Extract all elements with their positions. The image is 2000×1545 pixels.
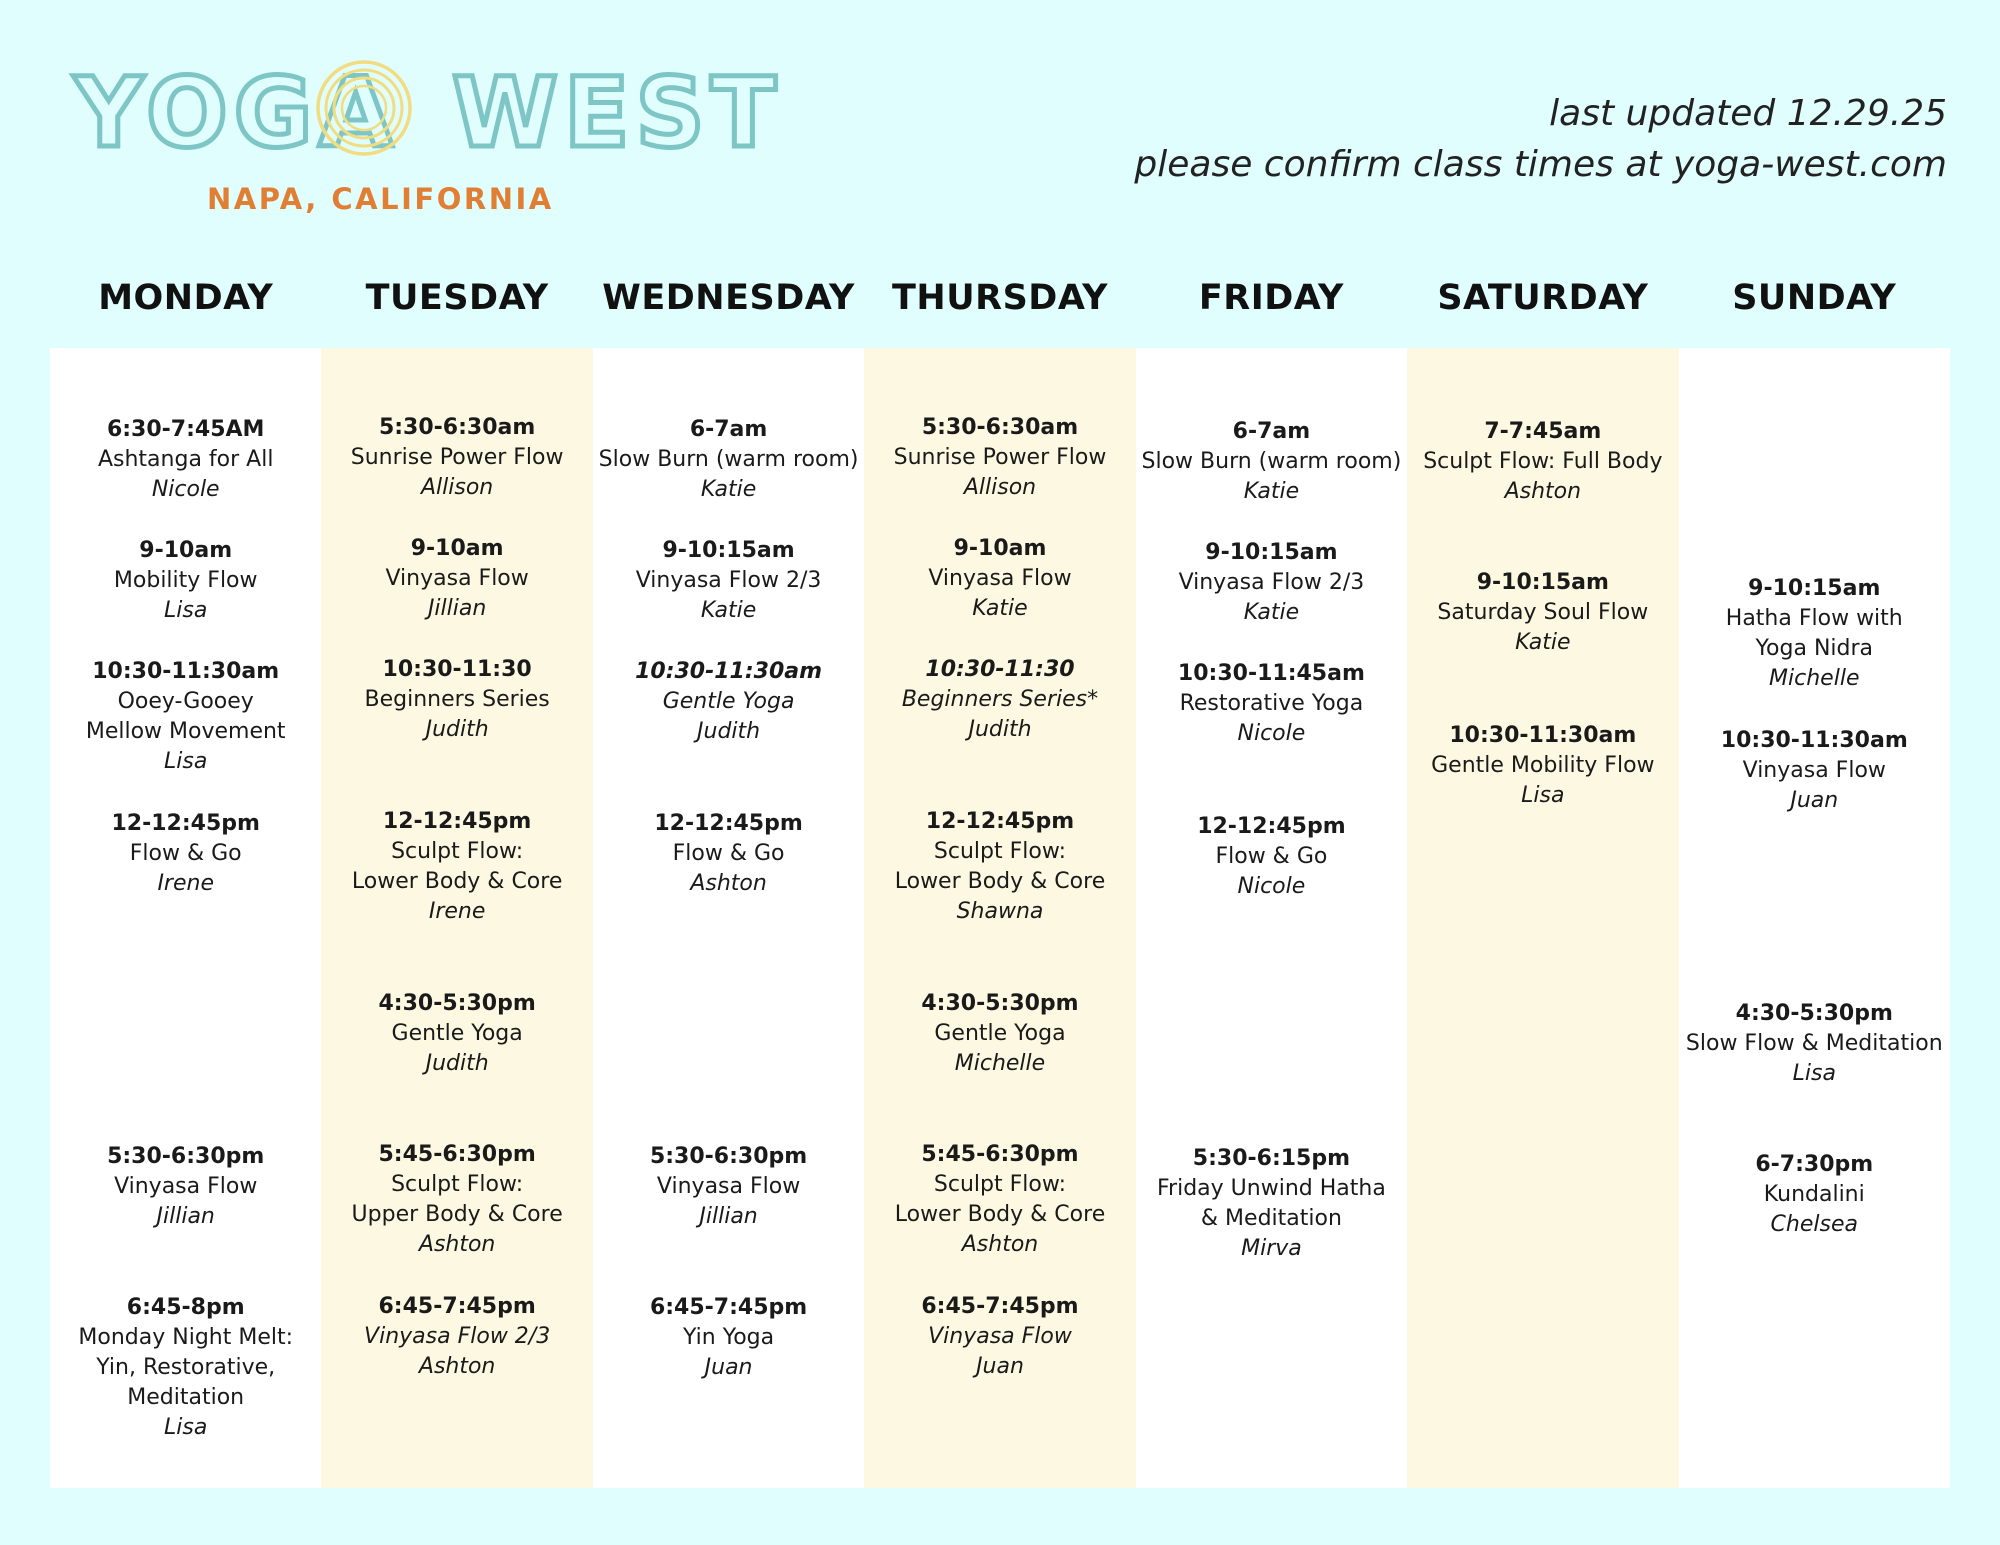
class-instructor: Lisa: [164, 598, 208, 623]
location-label: NAPA, CALIFORNIA: [207, 182, 554, 216]
class-instructor: Judith: [697, 719, 761, 744]
class-name: Slow Burn (warm room): [598, 447, 859, 472]
class-name: Beginners Series: [364, 687, 550, 712]
class-time: 4:30-5:30pm: [1735, 1001, 1893, 1026]
class-time: 10:30-11:30am: [1449, 723, 1637, 748]
class-time: 6-7am: [689, 417, 768, 442]
column-monday: [50, 348, 321, 1488]
class-slot: [50, 1293, 321, 1443]
class-name: Sculpt Flow:: [391, 1172, 524, 1197]
class-time: 12-12:45pm: [111, 811, 260, 836]
class-name: Ashtanga for All: [97, 447, 274, 472]
class-name: Vinyasa Flow: [928, 1324, 1072, 1349]
class-name-line2: Yin, Restorative,: [96, 1355, 276, 1380]
update-notice: [1134, 88, 1947, 190]
class-instructor: Michelle: [954, 1051, 1046, 1076]
class-instructor: Juan: [1790, 788, 1839, 813]
logo-text-right: WEST: [452, 57, 783, 169]
class-name: Vinyasa Flow 2/3: [1178, 570, 1365, 595]
class-instructor: Katie: [972, 596, 1028, 621]
class-time: 5:30-6:15pm: [1192, 1146, 1351, 1171]
class-time: 12-12:45pm: [1197, 814, 1346, 839]
class-slot: [864, 655, 1135, 745]
class-time: 9-10am: [953, 536, 1047, 561]
class-time: 9-10:15am: [1476, 570, 1609, 595]
logo-wordmark: [74, 57, 783, 178]
schedule-grid: [50, 348, 1950, 1488]
class-slot: [321, 655, 592, 745]
yoga-west-logo: [74, 57, 783, 218]
class-slot: [593, 657, 864, 747]
class-instructor: Katie: [700, 477, 757, 502]
class-instructor: Lisa: [164, 749, 208, 774]
class-instructor: Nicole: [1237, 721, 1306, 746]
class-time: 5:45-6:30pm: [921, 1142, 1079, 1167]
class-slot: [321, 1292, 592, 1382]
logo-text-left: YOGA: [74, 57, 399, 169]
class-slot: [864, 1140, 1135, 1260]
class-slot: [864, 989, 1135, 1079]
class-name: Saturday Soul Flow: [1437, 600, 1649, 625]
class-name-line2: Upper Body & Core: [351, 1202, 563, 1227]
class-name-line2: Lower Body & Core: [351, 869, 563, 894]
class-time: 9-10am: [139, 538, 233, 563]
column-friday: [1136, 348, 1407, 1488]
class-name: Yin Yoga: [683, 1325, 775, 1350]
class-time: 7-7:45am: [1484, 419, 1602, 444]
class-instructor: Ashton: [1504, 479, 1582, 504]
class-instructor: Nicole: [1237, 874, 1306, 899]
last-updated-text: last updated 12.29.25: [1549, 93, 1947, 134]
class-instructor: Katie: [1243, 479, 1300, 504]
class-time: 6:30-7:45AM: [106, 417, 265, 442]
class-time: 6:45-7:45pm: [649, 1295, 808, 1320]
class-slot: [593, 1142, 864, 1232]
day-headers: [50, 278, 1950, 324]
column-wednesday: [593, 348, 864, 1488]
class-instructor: Mirva: [1241, 1236, 1302, 1261]
class-time: 6-7:30pm: [1755, 1152, 1874, 1177]
class-name: Slow Burn (warm room): [1141, 449, 1402, 474]
class-instructor: Shawna: [956, 899, 1044, 924]
class-slot: [1136, 1144, 1407, 1264]
class-name: Gentle Yoga: [662, 689, 795, 714]
day-header-saturday: SATURDAY: [1437, 278, 1649, 318]
class-slot: [50, 415, 321, 505]
class-name: Gentle Mobility Flow: [1431, 753, 1655, 778]
class-time: 5:30-6:30am: [378, 415, 536, 440]
class-instructor: Lisa: [1521, 783, 1565, 808]
class-name: Hatha Flow with: [1725, 606, 1903, 631]
class-slot: [1407, 417, 1678, 507]
class-time: 9-10:15am: [1205, 540, 1338, 565]
class-slot: [593, 536, 864, 626]
class-name: Vinyasa Flow: [1742, 758, 1886, 783]
class-slot: [593, 809, 864, 899]
class-name: Restorative Yoga: [1179, 691, 1364, 716]
day-header-tuesday: TUESDAY: [365, 278, 549, 318]
class-instructor: Jillian: [699, 1204, 758, 1229]
class-time: 9-10:15am: [1748, 576, 1881, 601]
class-slot: [1679, 999, 1950, 1089]
class-name: Mobility Flow: [113, 568, 258, 593]
class-name: Gentle Yoga: [934, 1021, 1066, 1046]
class-time: 4:30-5:30pm: [921, 991, 1079, 1016]
class-time: 5:30-6:30pm: [649, 1144, 808, 1169]
class-name: Sunrise Power Flow: [350, 445, 564, 470]
class-time: 10:30-11:30: [382, 657, 532, 682]
class-name-line3: Meditation: [127, 1385, 245, 1410]
class-slot: [321, 413, 592, 503]
class-time: 10:30-11:30: [925, 657, 1075, 682]
class-name: Vinyasa Flow: [114, 1174, 258, 1199]
column-tuesday: [321, 348, 592, 1488]
class-time: 6:45-7:45pm: [921, 1294, 1079, 1319]
class-slot: [864, 807, 1135, 927]
class-slot: [1679, 574, 1950, 694]
class-instructor: Irene: [157, 871, 214, 896]
class-instructor: Ashton: [418, 1354, 496, 1379]
class-instructor: Ashton: [690, 871, 767, 896]
class-instructor: Juan: [976, 1354, 1024, 1379]
class-time: 6-7am: [1232, 419, 1311, 444]
class-name-line2: Lower Body & Core: [894, 869, 1106, 894]
class-name: Beginners Series*: [901, 687, 1099, 712]
class-name: Sunrise Power Flow: [893, 445, 1107, 470]
class-time: 5:30-6:30pm: [107, 1144, 265, 1169]
class-time: 5:45-6:30pm: [378, 1142, 536, 1167]
day-header-sunday: SUNDAY: [1732, 278, 1897, 318]
class-instructor: Katie: [700, 598, 757, 623]
class-name: Monday Night Melt:: [78, 1325, 294, 1350]
class-slot: [321, 1140, 592, 1260]
class-slot: [50, 536, 321, 626]
class-slot: [1407, 568, 1678, 658]
class-time: 10:30-11:45am: [1177, 661, 1365, 686]
class-name: Sculpt Flow:: [391, 839, 524, 864]
class-slot: [50, 657, 321, 777]
class-slot: [593, 1293, 864, 1383]
class-slot: [1679, 1150, 1950, 1240]
class-instructor: Nicole: [151, 477, 220, 502]
class-time: 9-10am: [410, 536, 504, 561]
class-time: 4:30-5:30pm: [378, 991, 536, 1016]
class-instructor: Irene: [428, 899, 486, 924]
class-time: 12-12:45pm: [925, 809, 1075, 834]
class-slot: [864, 413, 1135, 503]
class-time: 5:30-6:30am: [921, 415, 1079, 440]
class-time: 12-12:45pm: [382, 809, 532, 834]
class-name-line2: Yoga Nidra: [1755, 636, 1874, 661]
class-name: Vinyasa Flow 2/3: [635, 568, 822, 593]
class-time: 12-12:45pm: [654, 811, 803, 836]
class-time: 9-10:15am: [662, 538, 795, 563]
class-name: Slow Flow & Meditation: [1685, 1031, 1943, 1056]
class-instructor: Jillian: [427, 596, 487, 621]
class-slot: [1136, 417, 1407, 507]
class-slot: [1136, 538, 1407, 628]
class-time: 10:30-11:30am: [1720, 728, 1908, 753]
class-instructor: Judith: [968, 717, 1032, 742]
class-instructor: Allison: [421, 475, 494, 500]
class-instructor: Ashton: [418, 1232, 496, 1257]
class-slot: [321, 807, 592, 927]
class-name: Vinyasa Flow: [656, 1174, 801, 1199]
class-slot: [1136, 659, 1407, 749]
class-slot: [321, 534, 592, 624]
class-slot: [50, 1142, 321, 1232]
class-instructor: Jillian: [156, 1204, 215, 1229]
class-instructor: Chelsea: [1770, 1212, 1858, 1237]
class-name: Gentle Yoga: [391, 1021, 523, 1046]
class-name: Sculpt Flow: Full Body: [1423, 449, 1663, 474]
class-time: 6:45-7:45pm: [378, 1294, 536, 1319]
column-sunday: [1679, 348, 1950, 1488]
class-name-line2: Mellow Movement: [85, 719, 286, 744]
day-header-monday: MONDAY: [98, 278, 274, 318]
class-slot: [1679, 726, 1950, 816]
class-instructor: Lisa: [164, 1415, 208, 1440]
class-slot: [1136, 812, 1407, 902]
class-name: Flow & Go: [129, 841, 242, 866]
class-time: 6:45-8pm: [126, 1295, 245, 1320]
class-instructor: Judith: [425, 1051, 489, 1076]
class-time: 10:30-11:30am: [635, 659, 823, 684]
confirm-times-text: please confirm class times at yoga-west.com: [1134, 144, 1947, 185]
class-name: Vinyasa Flow: [928, 566, 1072, 591]
class-name: Flow & Go: [1215, 844, 1328, 869]
class-instructor: Allison: [963, 475, 1037, 500]
class-name: Ooey-Gooey: [117, 689, 254, 714]
class-name: Vinyasa Flow 2/3: [364, 1324, 551, 1349]
class-name: Sculpt Flow:: [933, 1172, 1067, 1197]
class-slot: [50, 809, 321, 899]
class-instructor: Lisa: [1792, 1061, 1836, 1086]
class-instructor: Judith: [425, 717, 489, 742]
class-slot: [864, 534, 1135, 624]
class-slot: [593, 415, 864, 505]
class-instructor: Katie: [1515, 630, 1571, 655]
class-slot: [1407, 721, 1678, 811]
class-instructor: Katie: [1243, 600, 1300, 625]
class-name: Flow & Go: [672, 841, 785, 866]
class-name-line2: Lower Body & Core: [894, 1202, 1106, 1227]
column-thursday: [864, 348, 1135, 1488]
class-name: Kundalini: [1763, 1182, 1865, 1207]
class-name: Sculpt Flow:: [933, 839, 1067, 864]
day-header-thursday: THURSDAY: [892, 278, 1108, 318]
class-name-line2: & Meditation: [1200, 1206, 1342, 1231]
class-time: 10:30-11:30am: [92, 659, 280, 684]
day-header-friday: FRIDAY: [1198, 278, 1344, 318]
class-instructor: Michelle: [1769, 666, 1860, 691]
column-saturday: [1407, 348, 1678, 1488]
class-instructor: Ashton: [961, 1232, 1039, 1257]
class-slot: [321, 989, 592, 1079]
class-name: Vinyasa Flow: [385, 566, 529, 591]
day-header-wednesday: WEDNESDAY: [602, 278, 855, 318]
class-name: Friday Unwind Hatha: [1157, 1176, 1386, 1201]
class-slot: [864, 1292, 1135, 1382]
class-instructor: Juan: [704, 1355, 753, 1380]
